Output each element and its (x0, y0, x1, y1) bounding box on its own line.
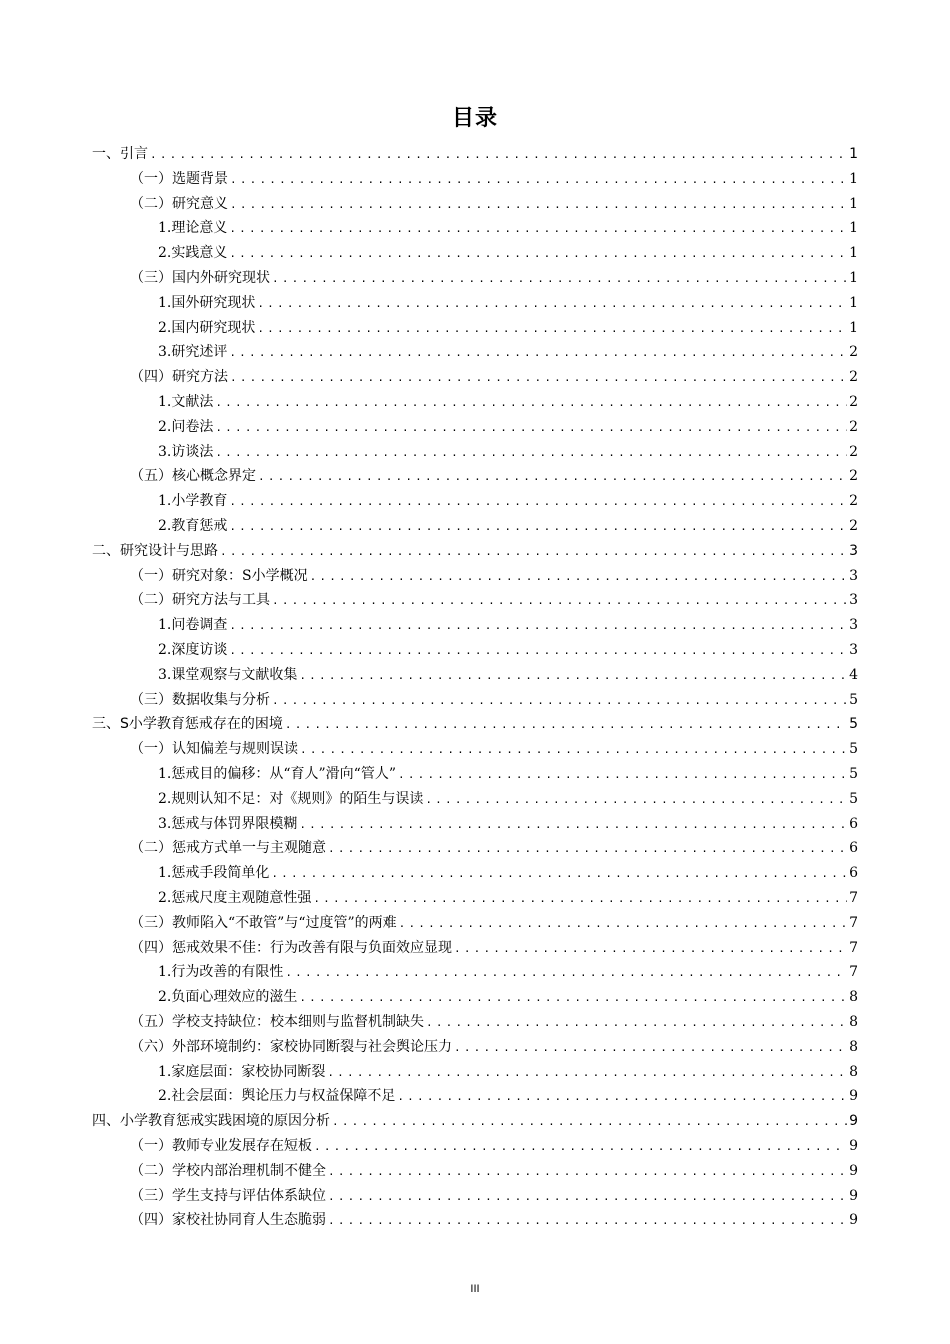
toc-entry[interactable] (158, 861, 858, 886)
toc-entry-label: 1.行为改善的有限性 (158, 964, 284, 981)
toc-entry[interactable] (92, 712, 858, 737)
toc-dot-leader (220, 540, 847, 565)
page-number-footer: III (470, 1283, 480, 1295)
toc-entry-label: 1.文献法 (158, 394, 214, 410)
toc-dot-leader (150, 143, 847, 168)
toc-dot-leader (313, 887, 847, 912)
toc-dot-leader (314, 1135, 847, 1160)
toc-entry-label: 3.惩戒与体罚界限模糊 (158, 815, 298, 832)
toc-entry-label: 1.理论意义 (158, 220, 228, 237)
toc-entry-page: 8 (849, 989, 858, 1006)
toc-entry[interactable] (92, 142, 858, 167)
toc-dot-leader (327, 1061, 847, 1086)
toc-entry-page: 5 (849, 766, 858, 782)
toc-entry-label: （二）学校内部治理机制不健全 (130, 1162, 326, 1179)
toc-dot-leader (229, 242, 847, 267)
toc-dot-leader (397, 1085, 847, 1110)
toc-entry[interactable] (158, 886, 858, 911)
toc-entry-page: 2 (849, 518, 858, 534)
toc-entry-label: 三、S小学教育惩戒存在的困境 (92, 716, 283, 733)
toc-entry-label: （二）研究意义 (130, 195, 228, 212)
toc-entry[interactable] (130, 737, 858, 762)
toc-entry-label: 3.访谈法 (158, 443, 214, 460)
toc-entry-page: 3 (849, 617, 858, 634)
toc-dot-leader (229, 614, 847, 639)
toc-dot-leader (398, 763, 847, 788)
toc-dot-leader (299, 813, 847, 838)
toc-entry-label: （三）教师陷入“不敢管”与“过度管”的两难 (130, 914, 397, 931)
toc-entry-page: 8 (849, 1038, 858, 1055)
toc-entry-label: 二、研究设计与思路 (92, 542, 218, 559)
toc-entry-label: （四）家校社协同育人生态脆弱 (130, 1212, 326, 1229)
toc-entry[interactable] (158, 415, 858, 440)
toc-dot-leader (328, 837, 847, 862)
toc-entry-label: 2.深度访谈 (158, 642, 228, 658)
toc-entry[interactable] (158, 1084, 858, 1109)
toc-dot-leader (328, 1160, 847, 1185)
toc-dot-leader (215, 416, 847, 441)
toc-dot-leader (285, 961, 847, 986)
toc-entry-label: 四、小学教育惩戒实践困境的原因分析 (92, 1113, 330, 1130)
toc-entry[interactable] (158, 390, 858, 415)
toc-entry[interactable] (158, 316, 858, 341)
toc-entry-label: 2.问卷法 (158, 418, 214, 435)
toc-entry-page: 4 (849, 666, 858, 683)
toc-entry-label: 1.家庭层面：家校协同断裂 (158, 1063, 326, 1080)
toc-dot-leader (229, 639, 847, 664)
toc-dot-leader (300, 738, 847, 763)
toc-entry[interactable] (158, 613, 858, 638)
toc-entry-page: 6 (849, 840, 858, 857)
toc-entry-page: 7 (849, 964, 858, 981)
toc-entry-label: 一、引言 (92, 146, 148, 162)
toc-entry[interactable] (130, 167, 858, 192)
toc-entry[interactable] (92, 539, 858, 564)
toc-entry[interactable] (158, 663, 858, 688)
toc-dot-leader (229, 490, 847, 515)
toc-entry[interactable] (130, 564, 858, 589)
toc-entry[interactable] (130, 688, 858, 713)
toc-entry-label: （三）数据收集与分析 (130, 691, 270, 708)
toc-dot-leader (454, 937, 847, 962)
toc-entry-label: 1.惩戒手段简单化 (158, 865, 270, 882)
toc-entry-page: 9 (849, 1212, 858, 1229)
toc-entry-page: 3 (849, 642, 858, 658)
toc-entry-page: 1 (849, 270, 858, 286)
toc-entry-page: 3 (849, 542, 858, 559)
toc-entry-page: 3 (849, 592, 858, 609)
toc-entry-page: 6 (849, 865, 858, 882)
toc-entry-label: （二）惩戒方式单一与主观随意 (130, 840, 326, 857)
toc-entry[interactable] (130, 1159, 858, 1184)
toc-dot-leader (454, 1036, 847, 1061)
page-title: 目录 (451, 106, 498, 131)
toc-entry[interactable] (158, 216, 858, 241)
toc-entry-label: 1.国外研究现状 (158, 294, 256, 311)
toc-dot-leader (215, 391, 847, 416)
toc-entry-page: 5 (849, 790, 858, 807)
toc-entry[interactable] (130, 911, 858, 936)
toc-entry-label: （一）教师专业发展存在短板 (130, 1138, 312, 1154)
toc-dot-leader (272, 267, 847, 292)
toc-entry[interactable] (130, 1184, 858, 1209)
toc-dot-leader (425, 788, 847, 813)
toc-dot-leader (272, 689, 847, 714)
toc-entry-page: 5 (849, 691, 858, 708)
toc-dot-leader (229, 515, 847, 540)
toc-entry-page: 2 (849, 394, 858, 410)
toc-entry[interactable] (92, 1109, 858, 1134)
toc-dot-leader (399, 912, 847, 937)
toc-entry-label: （三）国内外研究现状 (130, 270, 270, 286)
toc-entry[interactable] (158, 514, 858, 539)
toc-entry-label: （五）学校支持缺位：校本细则与监督机制缺失 (130, 1014, 424, 1030)
toc-entry[interactable] (130, 266, 858, 291)
toc-entry-label: （四）惩戒效果不佳：行为改善有限与负面效应显现 (130, 939, 452, 956)
toc-dot-leader (328, 1185, 847, 1210)
toc-dot-leader (426, 1011, 847, 1036)
toc-entry-label: 2.负面心理效应的滋生 (158, 989, 298, 1006)
toc-entry-page: 9 (849, 1113, 858, 1130)
toc-entry-page: 2 (849, 468, 858, 485)
toc-dot-leader (230, 193, 847, 218)
toc-entry[interactable] (158, 340, 858, 365)
toc-entry-label: （三）学生支持与评估体系缺位 (130, 1187, 326, 1204)
toc-entry-label: 2.教育惩戒 (158, 518, 228, 534)
toc-entry-page: 2 (849, 418, 858, 435)
toc-entry-label: 3.研究述评 (158, 344, 228, 361)
toc-entry[interactable] (130, 192, 858, 217)
toc-entry-label: 2.社会层面：舆论压力与权益保障不足 (158, 1088, 396, 1105)
toc-entry-page: 8 (849, 1014, 858, 1030)
toc-entry-page: 1 (849, 195, 858, 212)
toc-entry[interactable] (130, 588, 858, 613)
toc-entry[interactable] (130, 936, 858, 961)
toc-dot-leader (215, 441, 847, 466)
toc-entry-page: 7 (849, 890, 858, 906)
toc-entry-page: 2 (849, 443, 858, 460)
toc-entry[interactable] (158, 960, 858, 985)
toc-dot-leader (310, 565, 847, 590)
toc-entry-label: （一）选题背景 (130, 170, 228, 187)
toc-entry[interactable] (158, 291, 858, 316)
toc-entry-page: 7 (849, 914, 858, 931)
toc-dot-leader (299, 986, 847, 1011)
toc-entry-page: 2 (849, 344, 858, 361)
toc-entry-page: 9 (849, 1162, 858, 1179)
toc-entry[interactable] (130, 1134, 858, 1159)
toc-entry-label: 2.惩戒尺度主观随意性强 (158, 890, 312, 906)
toc-entry[interactable] (158, 1060, 858, 1085)
toc-entry-label: 1.问卷调查 (158, 617, 228, 634)
toc-entry-label: 3.课堂观察与文献收集 (158, 666, 298, 683)
toc-entry[interactable] (158, 985, 858, 1010)
toc-entry-page: 5 (849, 716, 858, 733)
toc-entry[interactable] (130, 464, 858, 489)
toc-dot-leader (272, 589, 847, 614)
toc-entry-label: （六）外部环境制约：家校协同断裂与社会舆论压力 (130, 1038, 452, 1055)
toc-entry[interactable] (130, 1208, 858, 1233)
toc-entry-page: 1 (849, 146, 858, 162)
toc-entry-label: （二）研究方法与工具 (130, 592, 270, 609)
toc-entry[interactable] (158, 812, 858, 837)
toc-entry[interactable] (130, 836, 858, 861)
toc-dot-leader (328, 1209, 847, 1234)
toc-entry-page: 9 (849, 1138, 858, 1154)
toc-entry[interactable] (158, 638, 858, 663)
toc-entry[interactable] (158, 241, 858, 266)
toc-entry[interactable] (158, 762, 858, 787)
toc-entry[interactable] (158, 489, 858, 514)
toc-entry-page: 9 (849, 1187, 858, 1204)
toc-entry-page: 1 (849, 170, 858, 187)
toc-entry-label: （五）核心概念界定 (130, 468, 256, 485)
toc-entry-page: 5 (849, 741, 858, 758)
toc-entry-page: 1 (849, 245, 858, 262)
toc-dot-leader (229, 217, 847, 242)
toc-entry-label: 2.实践意义 (158, 245, 228, 262)
toc-entry-label: 1.小学教育 (158, 493, 228, 510)
toc-entry-page: 1 (849, 294, 858, 311)
toc-entry-page: 2 (849, 493, 858, 510)
toc-entry-page: 7 (849, 939, 858, 956)
toc-entry-page: 9 (849, 1088, 858, 1105)
toc-entry-page: 8 (849, 1063, 858, 1080)
toc-dot-leader (229, 341, 847, 366)
toc-dot-leader (230, 168, 847, 193)
toc-entry-page: 6 (849, 815, 858, 832)
toc-entry-label: 1.惩戒目的偏移：从“育人”滑向“管人” (158, 766, 396, 782)
toc-dot-leader (258, 465, 847, 490)
toc-entry[interactable] (130, 365, 858, 390)
toc-dot-leader (285, 713, 847, 738)
toc-entry-label: （四）研究方法 (130, 369, 228, 386)
toc-dot-leader (257, 292, 847, 317)
toc-entry[interactable] (158, 440, 858, 465)
toc-entry[interactable] (130, 1035, 858, 1060)
toc-entry-page: 2 (849, 369, 858, 386)
toc-entry-label: 2.规则认知不足：对《规则》的陌生与误读 (158, 790, 424, 807)
toc-entry-label: （一）认知偏差与规则误读 (130, 741, 298, 758)
toc-entry[interactable] (130, 1010, 858, 1035)
toc-dot-leader (230, 366, 847, 391)
toc-dot-leader (332, 1110, 847, 1135)
toc-dot-leader (299, 664, 847, 689)
toc-entry-page: 1 (849, 220, 858, 237)
toc-entry-page: 1 (849, 319, 858, 336)
toc-dot-leader (271, 862, 847, 887)
toc-entry-label: 2.国内研究现状 (158, 319, 256, 336)
toc-entry[interactable] (158, 787, 858, 812)
toc-dot-leader (257, 317, 847, 342)
toc-entry-page: 3 (849, 567, 858, 584)
toc-entry-label: （一）研究对象：S小学概况 (130, 567, 308, 584)
